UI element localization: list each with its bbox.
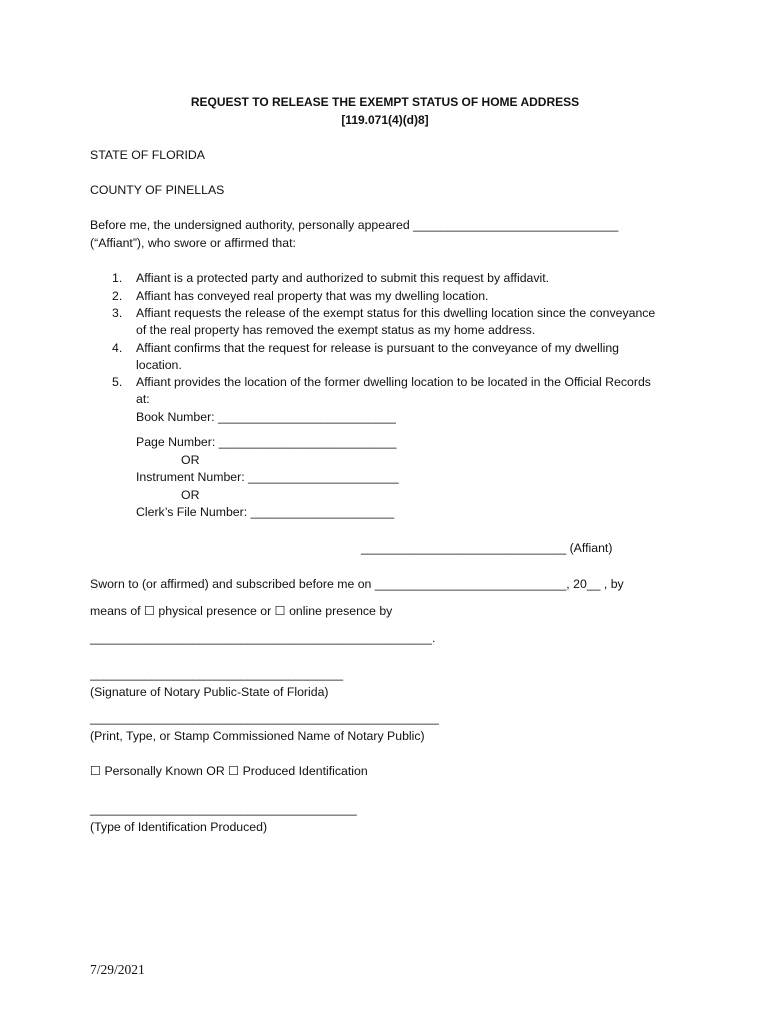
instrument-number-field: Instrument Number: ______________________ — [136, 470, 399, 484]
list-item-text: Affiant has conveyed real property that was my dwelling location. — [136, 289, 489, 303]
notary-name-label: (Print, Type, or Stamp Commissioned Name of Notary Public) — [90, 729, 425, 743]
page-number-field: Page Number: __________________________ — [136, 435, 397, 449]
or-separator: OR — [181, 488, 200, 502]
identification-type-label: (Type of Identification Produced) — [90, 820, 268, 834]
intro-line-2: (“Affiant”), who swore or affirmed that: — [90, 236, 296, 250]
state-venue: STATE OF FLORIDA — [90, 148, 206, 162]
sworn-statement-line-2: means of ☐ physical presence or ☐ online presence by — [90, 604, 393, 618]
list-item-text: location. — [136, 358, 182, 372]
list-item-text: Affiant is a protected party and authorized to submit this request by affidavit. — [136, 271, 550, 285]
list-item-text: Affiant confirms that the request for release is pursuant to the conveyance of my dwelling — [136, 341, 620, 355]
clerk-file-number-field: Clerk’s File Number: _____________________ — [136, 505, 395, 519]
county-venue: COUNTY OF PINELLAS — [90, 183, 225, 197]
affiant-signature-line: ______________________________ (Affiant) — [361, 541, 613, 555]
identification-options: ☐ Personally Known OR ☐ Produced Identification — [90, 764, 368, 778]
notary-signature-line: _____________________________________ — [90, 667, 344, 681]
list-item-number: 2. — [112, 289, 123, 303]
sworn-statement-line-3: __________________________________________________. — [90, 631, 436, 645]
list-item-text: at: — [136, 392, 150, 406]
footer-date: 7/29/2021 — [90, 962, 145, 977]
list-item-text: of the real property has removed the exempt status as my home address. — [136, 323, 536, 337]
list-item-text: Affiant provides the location of the former dwelling location to be located in the Official Records — [136, 375, 651, 389]
intro-line-1: Before me, the undersigned authority, personally appeared ______________________________ — [90, 218, 619, 232]
sworn-statement-line-1: Sworn to (or affirmed) and subscribed before me on ____________________________, 20__ , by — [90, 577, 624, 591]
list-item-number: 3. — [112, 306, 123, 320]
notary-signature-label: (Signature of Notary Public-State of Florida) — [90, 685, 329, 699]
notary-name-line: ___________________________________________________ — [90, 711, 439, 725]
list-item-number: 1. — [112, 271, 123, 285]
list-item-number: 4. — [112, 341, 123, 355]
document-title: REQUEST TO RELEASE THE EXEMPT STATUS OF HOME ADDRESS — [190, 95, 580, 109]
book-number-field: Book Number: __________________________ — [136, 410, 396, 424]
identification-type-line: _______________________________________ — [90, 802, 357, 816]
statute-reference: [119.071(4)(d)8] — [341, 113, 429, 127]
or-separator: OR — [181, 453, 200, 467]
list-item-text: Affiant requests the release of the exempt status for this dwelling location since the conveyance — [136, 306, 656, 320]
list-item-number: 5. — [112, 375, 123, 389]
